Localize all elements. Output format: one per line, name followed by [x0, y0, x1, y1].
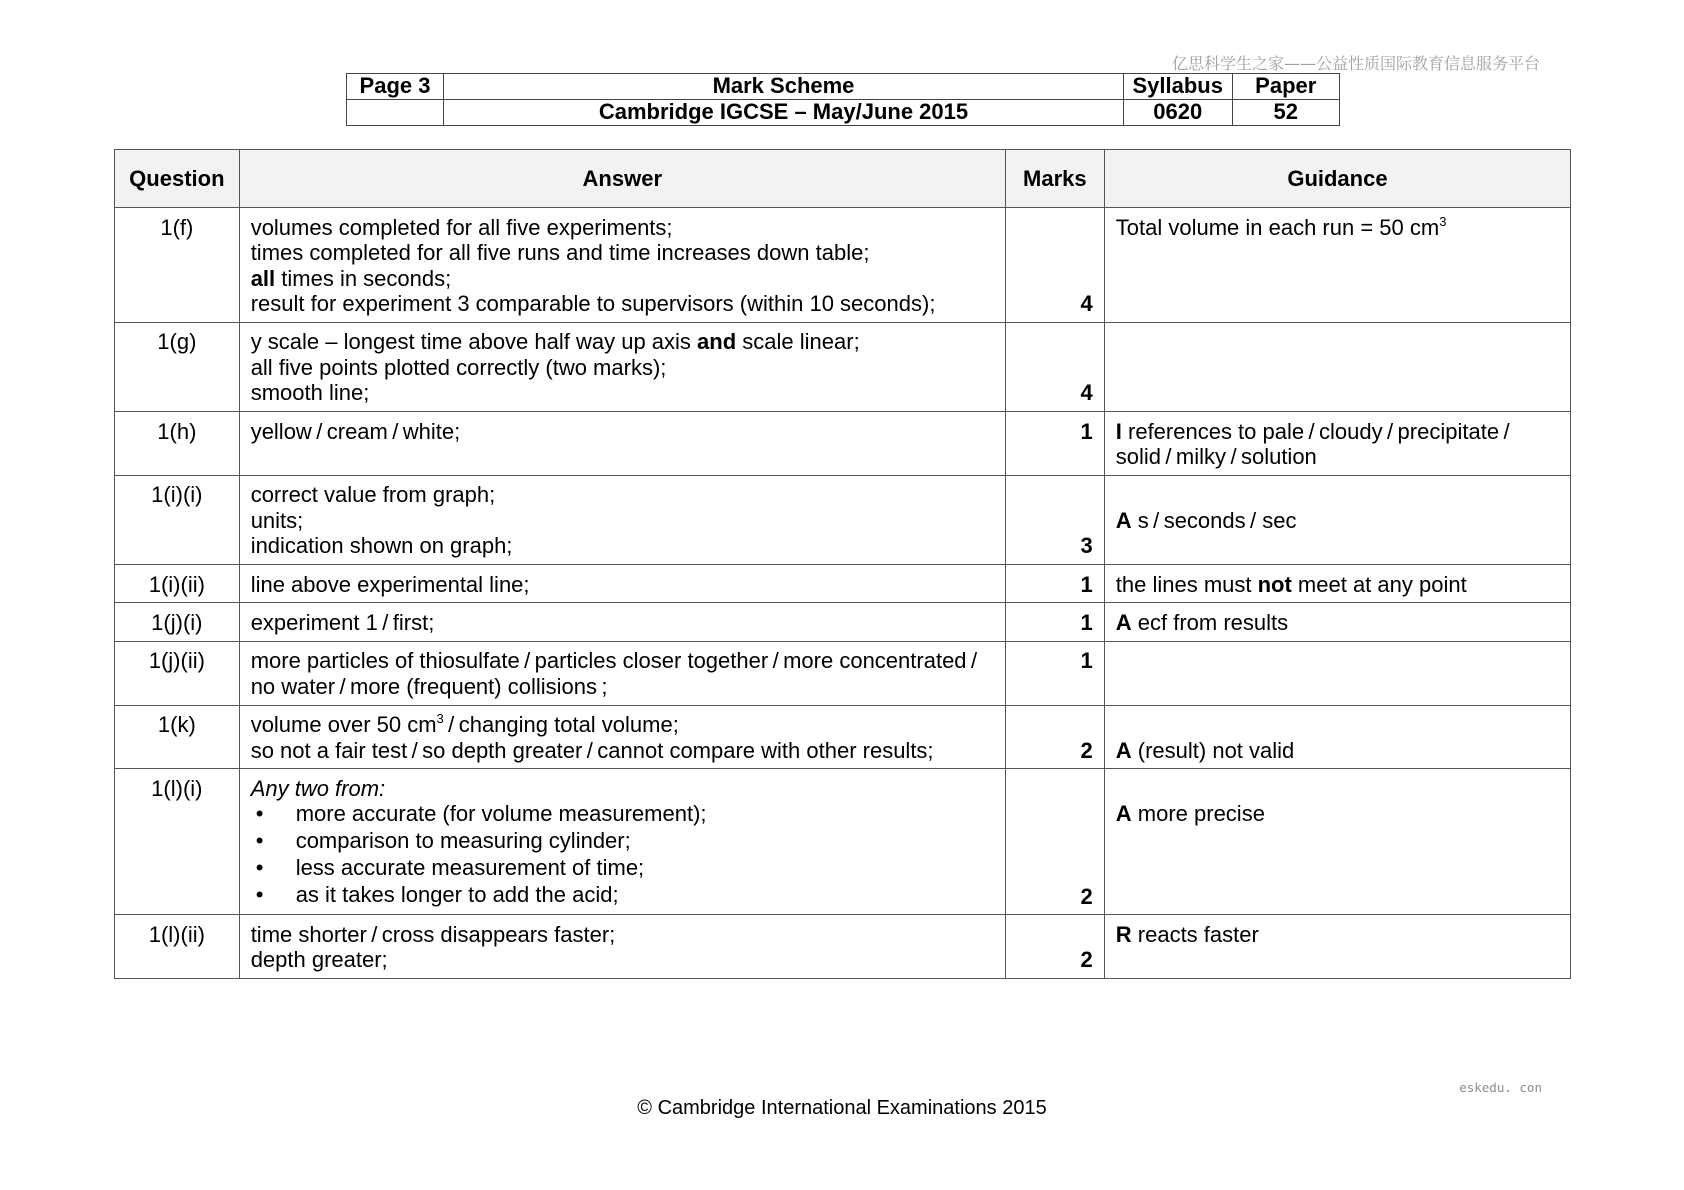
- guidance-line: [1116, 610, 1559, 635]
- text-run: s / seconds / sec: [1131, 507, 1297, 533]
- page-header-table: [346, 73, 1340, 126]
- answer-line: [251, 419, 994, 444]
- question-cell: 1(i)(i): [115, 475, 240, 564]
- question-cell: 1(h): [115, 412, 240, 476]
- marks-value: 3: [1080, 533, 1093, 559]
- text-run: / changing total volume;: [443, 712, 679, 738]
- answer-line: [251, 922, 994, 947]
- guidance-text: [1116, 419, 1559, 470]
- text-run: (result) not valid: [1131, 737, 1295, 763]
- text-run: y scale – longest time above half way up axis: [250, 329, 698, 355]
- table-row: [115, 769, 1571, 915]
- marks-cell: [1005, 769, 1104, 915]
- answer-line: [251, 355, 994, 380]
- marks-value: 2: [1080, 737, 1093, 763]
- guidance-line: [1116, 572, 1559, 597]
- marks-cell: [1005, 565, 1104, 603]
- question-cell: 1(j)(i): [115, 603, 240, 641]
- marks-value: 2: [1080, 883, 1093, 909]
- answer-line: [251, 610, 994, 635]
- empty-cell: [347, 99, 444, 125]
- answer-line: [251, 508, 994, 533]
- text-run: more accurate (for volume measurement);: [295, 801, 707, 827]
- text-run: more precise: [1131, 801, 1265, 827]
- answer-column-header: Answer: [239, 150, 1005, 208]
- guidance-cell: [1104, 705, 1570, 769]
- answer-text: [251, 215, 994, 317]
- guidance-text: [1116, 610, 1559, 635]
- marks-value: 1: [1080, 571, 1093, 597]
- marks-value: 4: [1080, 380, 1093, 406]
- text-run: indication shown on graph;: [250, 533, 513, 559]
- question-cell: 1(l)(i): [115, 769, 240, 915]
- text-run: depth greater;: [250, 947, 388, 973]
- answer-line: [251, 380, 994, 405]
- watermark-bottom-text: eskedu. con: [1459, 1080, 1542, 1095]
- text-run: volumes completed for all five experiments;: [250, 214, 673, 240]
- bold-text: A: [1115, 801, 1132, 827]
- text-run: comparison to measuring cylinder;: [295, 828, 631, 854]
- question-cell: 1(g): [115, 322, 240, 411]
- question-cell: 1(j)(ii): [115, 641, 240, 705]
- answer-line: [251, 291, 994, 316]
- text-run: times completed for all five runs and time increases down table;: [250, 240, 870, 266]
- guidance-cell: [1104, 603, 1570, 641]
- document-title: Mark Scheme: [444, 74, 1124, 100]
- answer-cell: [239, 208, 1005, 323]
- marks-cell: [1005, 705, 1104, 769]
- table-row: [115, 705, 1571, 769]
- answer-cell: [239, 322, 1005, 411]
- answer-text: [251, 922, 994, 973]
- marks-value: 1: [1080, 648, 1093, 674]
- answer-cell: [239, 641, 1005, 705]
- guidance-cell: [1104, 208, 1570, 323]
- text-run: smooth line;: [250, 380, 370, 406]
- answer-cell: [239, 565, 1005, 603]
- guidance-cell: [1104, 412, 1570, 476]
- header-row: [347, 99, 1340, 125]
- answer-line: [251, 215, 994, 240]
- guidance-line: [1116, 801, 1559, 826]
- text-run: volume over 50 cm: [250, 712, 437, 738]
- text-run: ecf from results: [1131, 609, 1289, 635]
- text-run: as it takes longer to add the acid;: [295, 882, 619, 908]
- header-row: [347, 74, 1340, 100]
- table-row: [115, 412, 1571, 476]
- marks-value: 2: [1080, 947, 1093, 973]
- answer-line: [251, 329, 994, 354]
- answer-cell: [239, 475, 1005, 564]
- question-column-header: Question: [115, 150, 240, 208]
- text-run: solid / milky / solution: [1115, 444, 1317, 470]
- bold-text: R: [1115, 921, 1132, 947]
- guidance-line: [1116, 922, 1559, 947]
- answer-bullet-list: [251, 801, 994, 909]
- marks-cell: [1005, 208, 1104, 323]
- text-run: times in seconds;: [275, 265, 452, 291]
- bold-text: and: [697, 329, 737, 355]
- guidance-cell: [1104, 322, 1570, 411]
- syllabus-label: Syllabus: [1124, 74, 1233, 100]
- guidance-text: [1116, 801, 1559, 826]
- bold-text: not: [1257, 571, 1292, 597]
- answer-cell: [239, 769, 1005, 915]
- answer-line: [251, 240, 994, 265]
- text-run: meet at any point: [1291, 571, 1467, 597]
- text-run: line above experimental line;: [250, 571, 530, 597]
- marks-cell: [1005, 475, 1104, 564]
- question-cell: 1(f): [115, 208, 240, 323]
- answer-line: [251, 482, 994, 507]
- answer-line: [251, 572, 994, 597]
- guidance-text: [1116, 922, 1559, 947]
- answer-text: [251, 329, 994, 405]
- watermark-top-text: 亿思科学生之家——公益性质国际教育信息服务平台: [1171, 54, 1540, 73]
- marks-value: 1: [1080, 418, 1093, 444]
- bullet-item: [251, 855, 994, 882]
- answer-line: [251, 776, 994, 801]
- marks-cell: [1005, 322, 1104, 411]
- guidance-line: [1116, 508, 1559, 533]
- marks-value: 4: [1080, 291, 1093, 317]
- question-cell: 1(l)(ii): [115, 915, 240, 979]
- footer-copyright: © Cambridge International Examinations 2015: [637, 1097, 1047, 1119]
- guidance-line: [1116, 444, 1559, 469]
- guidance-text: [1116, 508, 1559, 533]
- answer-cell: [239, 915, 1005, 979]
- answer-text: [251, 482, 994, 558]
- answer-line: [251, 712, 994, 737]
- text-run: yellow / cream / white;: [250, 418, 461, 444]
- question-cell: 1(i)(ii): [115, 565, 240, 603]
- page-number: Page 3: [347, 74, 444, 100]
- table-row: [115, 915, 1571, 979]
- answer-cell: [239, 412, 1005, 476]
- answer-line: [251, 648, 994, 673]
- answer-text: [251, 419, 994, 444]
- text-run: units;: [250, 507, 304, 533]
- guidance-line: [1116, 419, 1559, 444]
- text-run: correct value from graph;: [250, 482, 496, 508]
- table-row: [115, 208, 1571, 323]
- answer-text: [251, 572, 994, 597]
- text-run: result for experiment 3 comparable to supervisors (within 10 seconds);: [250, 291, 936, 317]
- guidance-cell: [1104, 641, 1570, 705]
- answer-text: [251, 712, 994, 763]
- mark-scheme-table: [114, 149, 1571, 979]
- guidance-cell: [1104, 769, 1570, 915]
- table-row: [115, 641, 1571, 705]
- bold-text: all: [250, 265, 276, 291]
- marks-cell: [1005, 915, 1104, 979]
- text-run: reacts faster: [1131, 921, 1259, 947]
- bullet-item: [251, 828, 994, 855]
- text-run: so not a fair test / so depth greater / cannot compare with other results;: [250, 737, 934, 763]
- text-run: the lines must: [1115, 571, 1258, 597]
- question-cell: 1(k): [115, 705, 240, 769]
- bold-text: A: [1115, 507, 1132, 533]
- bold-text: A: [1115, 609, 1132, 635]
- answer-line: [251, 533, 994, 558]
- bullet-item: [251, 801, 994, 828]
- text-run: all five points plotted correctly (two marks);: [250, 354, 667, 380]
- paper-label: Paper: [1232, 74, 1340, 100]
- answer-line: [251, 266, 994, 291]
- answer-cell: [239, 705, 1005, 769]
- text-run: more particles of thiosulfate / particles closer together / more concentrated /: [250, 648, 978, 674]
- marks-column-header: Marks: [1005, 150, 1104, 208]
- text-run: scale linear;: [736, 329, 860, 355]
- text-run: time shorter / cross disappears faster;: [250, 921, 616, 947]
- marks-value: 1: [1080, 609, 1093, 635]
- marks-cell: [1005, 603, 1104, 641]
- paper-number: 52: [1232, 99, 1340, 125]
- bold-text: I: [1115, 418, 1122, 444]
- bold-text: A: [1115, 737, 1132, 763]
- guidance-line: [1116, 738, 1559, 763]
- guidance-cell: [1104, 565, 1570, 603]
- superscript: 3: [1439, 213, 1447, 229]
- answer-line: [251, 738, 994, 763]
- guidance-text: [1116, 215, 1559, 240]
- guidance-line: [1116, 215, 1559, 240]
- answer-line: [251, 674, 994, 699]
- answer-text: [251, 648, 994, 699]
- answer-cell: [239, 603, 1005, 641]
- guidance-column-header: Guidance: [1104, 150, 1570, 208]
- guidance-cell: [1104, 915, 1570, 979]
- table-row: [115, 322, 1571, 411]
- bullet-item: [251, 882, 994, 909]
- text-run: references to pale / cloudy / precipitate /: [1121, 418, 1510, 444]
- superscript: 3: [436, 711, 444, 727]
- text-run: experiment 1 / first;: [250, 609, 435, 635]
- guidance-cell: [1104, 475, 1570, 564]
- marks-cell: [1005, 412, 1104, 476]
- italic-text: Any two from:: [250, 775, 386, 801]
- syllabus-code: 0620: [1124, 99, 1233, 125]
- guidance-text: [1116, 738, 1559, 763]
- answer-line: [251, 947, 994, 972]
- exam-session: Cambridge IGCSE – May/June 2015: [444, 99, 1124, 125]
- table-row: [115, 565, 1571, 603]
- text-run: less accurate measurement of time;: [295, 855, 645, 881]
- table-row: [115, 603, 1571, 641]
- guidance-text: [1116, 572, 1559, 597]
- table-row: [115, 475, 1571, 564]
- text-run: no water / more (frequent) collisions ;: [250, 673, 608, 699]
- answer-text: [251, 776, 994, 801]
- answer-text: [251, 610, 994, 635]
- column-header-row: [115, 150, 1571, 208]
- marks-cell: [1005, 641, 1104, 705]
- text-run: Total volume in each run = 50 cm: [1115, 214, 1440, 240]
